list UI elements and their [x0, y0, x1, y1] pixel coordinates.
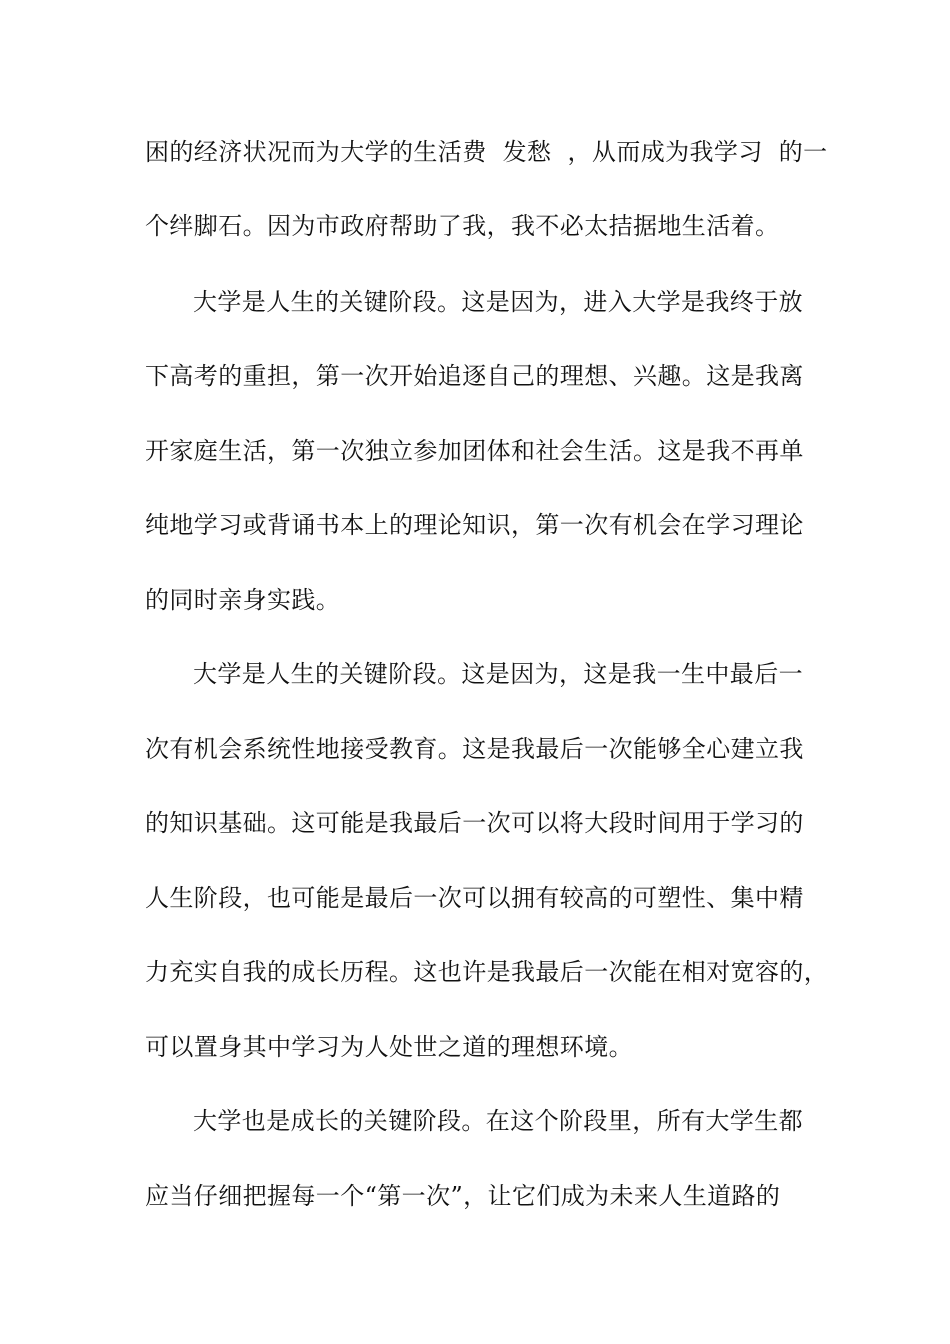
text-line: 人生阶段，也可能是最后一次可以拥有较高的可塑性、集中精: [145, 884, 804, 912]
text-line: 下高考的重担，第一次开始追逐自己的理想、兴趣。这是我离: [145, 362, 804, 390]
text-line: 开家庭生活，第一次独立参加团体和社会生活。这是我不再单: [145, 437, 804, 465]
text-line: 的同时亲身实践。: [145, 586, 341, 614]
paragraph-start-line: 大学是人生的关键阶段。这是因为，进入大学是我终于放: [193, 288, 803, 316]
text-line: 纯地学习或背诵书本上的理论知识，第一次有机会在学习理论: [145, 511, 804, 539]
text-line: 的知识基础。这可能是我最后一次可以将大段时间用于学习的: [145, 809, 804, 837]
paragraph-start-line: 大学是人生的关键阶段。这是因为，这是我一生中最后一: [193, 660, 803, 688]
text-line: 个绊脚石。因为市政府帮助了我，我不必太拮据地生活着。: [145, 212, 780, 240]
text-line: 可以置身其中学习为人处世之道的理想环境。: [145, 1033, 633, 1061]
text-line: 力充实自我的成长历程。这也许是我最后一次能在相对宽容的，: [145, 958, 829, 986]
text-line: 困的经济状况而为大学的生活费 发愁 ，从而成为我学习 的一: [145, 138, 828, 166]
text-line: 应当仔细把握每一个“第一次”，让它们成为未来人生道路的: [145, 1182, 781, 1210]
paragraph-start-line: 大学也是成长的关键阶段。在这个阶段里，所有大学生都: [193, 1107, 803, 1135]
text-line: 次有机会系统性地接受教育。这是我最后一次能够全心建立我: [145, 735, 804, 763]
